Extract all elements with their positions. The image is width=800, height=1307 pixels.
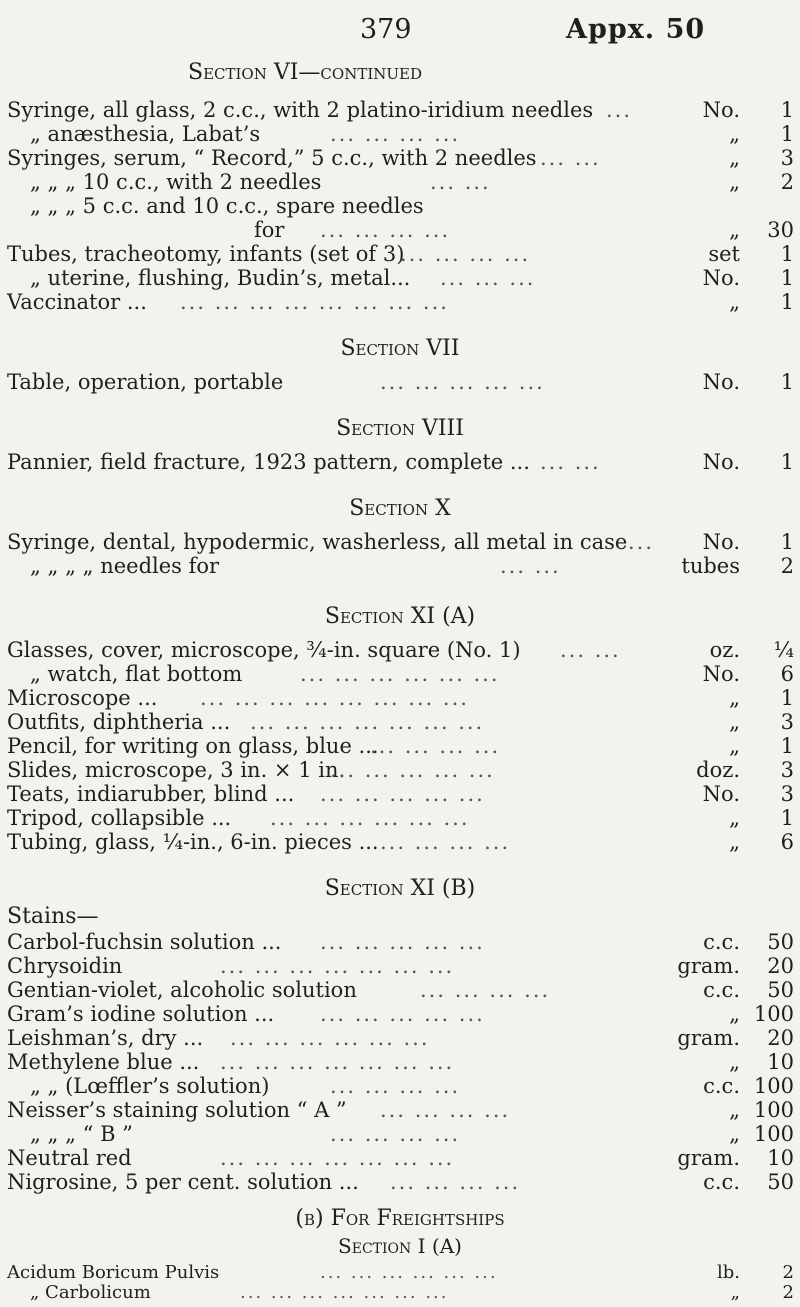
list-item: „ watch, flat bottom ... ... ... ... ... ... No. 6 [30,662,794,686]
list-item: „ „ (Lœffler’s solution) ... ... ... ... c.c. 100 [30,1074,794,1098]
list-item: Glasses, cover, microscope, ¾-in. square (No. 1) ... ... oz. ¼ [7,638,794,662]
list-item: Tubing, glass, ¼-in., 6-in. pieces ... ... ... ... ... „ 6 [7,830,794,854]
section-heading: Section X [349,496,451,521]
section-heading: (b) For Freightships [295,1206,505,1231]
list-item: Microscope ... ... ... ... ... ... ... ... ... „ 1 [7,686,794,710]
list-item: Outfits, diphtheria ... ... ... ... ... ... ... ... „ 3 [7,710,794,734]
list-item: Tubes, tracheotomy, infants (set of 3) ... ... ... ... set 1 [7,242,794,266]
section-heading: Section I (A) [338,1234,462,1258]
list-item: „ „ „ “ B ” ... ... ... ... „ 100 [30,1122,794,1146]
list-item: Gentian-violet, alcoholic solution ... ... ... ... c.c. 50 [7,978,794,1002]
page-header [0,14,800,50]
list-item: „ uterine, flushing, Budin’s, metal... ... ... ... No. 1 [30,266,794,290]
list-item: Carbol-fuchsin solution ... ... ... ... ... ... c.c. 50 [7,930,794,954]
list-item: Chrysoidin ... ... ... ... ... ... ... gram. 20 [7,954,794,978]
section-heading: Section XI (A) [324,604,476,629]
list-item: Vaccinator ... ... ... ... ... ... ... ... ... „ 1 [7,290,794,314]
list-item: „ „ „ 10 c.c., with 2 needles ... ... „ 2 [30,170,794,194]
list-item: Pencil, for writing on glass, blue ... ... ... ... ... „ 1 [7,734,794,758]
page-number: 379 [360,14,412,45]
list-item: Nigrosine, 5 per cent. solution ... ... ... ... ... c.c. 50 [7,1170,794,1194]
list-item: Methylene blue ... ... ... ... ... ... ... ... „ 10 [7,1050,794,1074]
list-item: Syringe, dental, hypodermic, washerless, all metal in case ... No. 1 [7,530,794,554]
list-item: „ „ „ „ needles for ... ... tubes 2 [30,554,794,578]
list-item: Syringe, all glass, 2 c.c., with 2 platino-iridium needles ... No. 1 [7,98,794,122]
list-item: for ... ... ... ... „ 30 [254,218,794,242]
list-item: Table, operation, portable ... ... ... ... ... No. 1 [7,370,794,394]
list-item: Neutral red ... ... ... ... ... ... ... gram. 10 [7,1146,794,1170]
section-heading: Section VIII [336,416,464,441]
list-item: Teats, indiarubber, blind ... ... ... ... ... ... No. 3 [7,782,794,806]
list-item: Acidum Boricum Pulvis ... ... ... ... ... ... lb. 2 [7,1262,794,1283]
list-item: Tripod, collapsible ... ... ... ... ... ... ... „ 1 [7,806,794,830]
stains-label: Stains— [7,904,99,929]
appendix-label: Appx. 50 [566,14,706,45]
section-heading: Section VII [340,336,460,361]
list-item: Pannier, field fracture, 1923 pattern, complete ... ... ... No. 1 [7,450,794,474]
section-heading: Section XI (B) [324,876,476,901]
list-item: „ „ „ 5 c.c. and 10 c.c., spare needles [30,194,424,218]
section-continued-heading: Section VI—continued [188,60,422,85]
list-item: „ Carbolicum ... ... ... ... ... ... ... „ 2 [30,1282,794,1303]
list-item: Leishman’s, dry ... ... ... ... ... ... ... gram. 20 [7,1026,794,1050]
list-item: Slides, microscope, 3 in. × 1 in. ... ... ... ... ... doz. 3 [7,758,794,782]
list-item: Neisser’s staining solution “ A ” ... ... ... ... „ 100 [7,1098,794,1122]
list-item: Syringes, serum, “ Record,” 5 c.c., with 2 needles ... ... „ 3 [7,146,794,170]
list-item: „ anæsthesia, Labat’s ... ... ... ... „ 1 [30,122,794,146]
list-item: Gram’s iodine solution ... ... ... ... ... ... „ 100 [7,1002,794,1026]
